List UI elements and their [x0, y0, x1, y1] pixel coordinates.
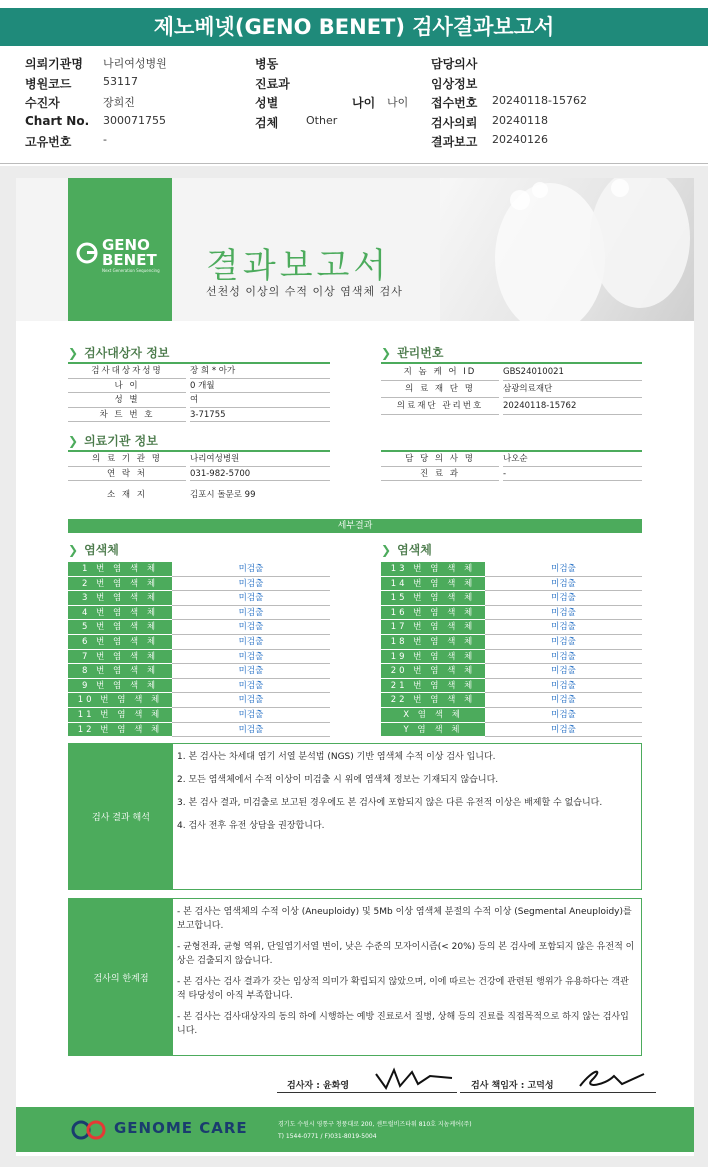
- chromosome-name: 3 번 염 색 체: [68, 591, 172, 606]
- chromosome-row: [381, 664, 642, 679]
- geno-benet-logo-icon: [76, 238, 98, 268]
- genome-care-logo-text: GENOME CARE: [114, 1119, 248, 1137]
- chromosome-row: [381, 620, 642, 635]
- chromosome-name: 20 번 염 색 체: [381, 664, 485, 679]
- chromosome-result: 미검출: [485, 708, 642, 723]
- report-main-title: 결과보고서: [206, 246, 391, 286]
- chromosome-name: Y 염 색 체: [381, 723, 485, 738]
- chromosome-name: 5 번 염 색 체: [68, 620, 172, 635]
- subject-value: 여: [190, 393, 330, 408]
- tester-signature-label: 검사자 : 윤화영: [287, 1081, 350, 1091]
- chromosome-row: [68, 606, 330, 621]
- chromosome-name: 9 번 염 색 체: [68, 679, 172, 694]
- chromosome-result: 미검출: [485, 693, 642, 708]
- footer-address: 경기도 수원시 영통구 청풍대로 200, 센트럴비즈타워 810호 지놈케어(주) T) 1544-0771 / F)031-8019-5004: [278, 1121, 472, 1140]
- info-field-label: 진료과: [255, 76, 290, 91]
- doctor-value: -: [503, 467, 642, 482]
- mgmt-key: 의료재단 관리번호: [381, 398, 499, 415]
- chief-signature-label: 검사 책임자 : 고덕성: [471, 1081, 554, 1091]
- info-field-value: 20240118: [492, 113, 548, 127]
- chromosome-row: [68, 650, 330, 665]
- management-info-table: [381, 364, 642, 424]
- chromosome-name: 18 번 염 색 체: [381, 635, 485, 650]
- chromosome-result: 미검출: [172, 577, 330, 592]
- inst-key: 소 재 지: [68, 482, 186, 508]
- chromosome-row: [381, 693, 642, 708]
- chromosome-name: 17 번 염 색 체: [381, 620, 485, 635]
- chromosome-row: [68, 635, 330, 650]
- chromosome-row: [68, 664, 330, 679]
- chromosome-name: 7 번 염 색 체: [68, 650, 172, 665]
- chromosome-table-left: [68, 562, 330, 738]
- info-field-value: 53117: [103, 74, 138, 88]
- report-title-bar: 제노베넷(GENO BENET) 검사결과보고서: [0, 8, 708, 46]
- signature-line: [277, 1092, 457, 1093]
- chromosome-name: X 염 색 체: [381, 708, 485, 723]
- chromosome-name: 21 번 염 색 체: [381, 679, 485, 694]
- chromosome-result: 미검출: [172, 562, 330, 577]
- inst-value: 나리여성병원: [190, 452, 330, 467]
- chromosome-row: [381, 708, 642, 723]
- info-field-label: 병원코드: [25, 76, 72, 91]
- limitation-item: - 본 검사는 검사대상자의 동의 하에 시행하는 예방 진료로서 질병, 상해 등의 진료를 직접목적으로 하지 않는 검사입니다.: [177, 1012, 629, 1036]
- chromosome-row: [381, 650, 642, 665]
- chromosome-row: [68, 693, 330, 708]
- chromosome-result: 미검출: [172, 708, 330, 723]
- chromosome-name: 8 번 염 색 체: [68, 664, 172, 679]
- info-field-value: -: [103, 133, 107, 146]
- subject-section-heading: ❯ 검사대상자 정보: [68, 346, 170, 360]
- chromosome-name: 19 번 염 색 체: [381, 650, 485, 665]
- interpretation-box: [68, 743, 642, 890]
- chromosome-result: 미검출: [485, 723, 642, 738]
- inst-key: 의 료 기 관 명: [68, 452, 186, 467]
- chromosome-name: 2 번 염 색 체: [68, 577, 172, 592]
- limitation-item: - 본 검사는 검사 결과가 갖는 임상적 의미가 확립되지 않았으며, 이에 따르는 건강에 관련된 행위가 유용하다는 객관적 타당성이 아직 부족합니다.: [177, 977, 629, 1001]
- chromosome-result: 미검출: [172, 679, 330, 694]
- chromosome-name: 14 번 염 색 체: [381, 577, 485, 592]
- chromosome-result: 미검출: [485, 577, 642, 592]
- inst-row: [68, 452, 330, 467]
- management-section-heading: ❯ 관리번호: [381, 346, 444, 360]
- chromosome-row: [68, 591, 330, 606]
- chromosome-table-right: [381, 562, 642, 738]
- chromosome-result: 미검출: [172, 620, 330, 635]
- baby-feet-image: [440, 178, 694, 321]
- subject-row: [68, 393, 330, 408]
- chromosome-row: [381, 577, 642, 592]
- subject-key: 검사대상자성명: [68, 364, 186, 379]
- chromosome-row: [381, 679, 642, 694]
- subject-key: 성 별: [68, 393, 186, 408]
- chromosome-name: 4 번 염 색 체: [68, 606, 172, 621]
- limitation-item: - 본 검사는 염색체의 수적 이상 (Aneuploidy) 및 5Mb 이상 염색체 분절의 수적 이상 (Segmental Aneuploidy)를 보고합니다.: [177, 907, 632, 931]
- chromosome-result: 미검출: [172, 606, 330, 621]
- mgmt-value: 삼광의료재단: [503, 381, 642, 398]
- interpretation-item: 4. 검사 전후 유전 상담을 권장합니다.: [177, 821, 325, 831]
- chromosome-result: 미검출: [172, 591, 330, 606]
- brand-logo-subtext: Next Generation Sequencing: [102, 268, 160, 273]
- mgmt-value: GBS24010021: [503, 364, 642, 381]
- chromosome-row: [68, 577, 330, 592]
- chromosome-result: 미검출: [485, 562, 642, 577]
- chromosome-name: 13 번 염 색 체: [381, 562, 485, 577]
- interpretation-item: 2. 모든 염색체에서 수적 이상이 미검출 시 위에 염색체 정보는 기재되지 않습니다.: [177, 775, 499, 785]
- info-field-label: 수진자: [25, 96, 60, 110]
- info-field-label: 담당의사: [431, 57, 478, 71]
- inst-value: 김포시 돌문로 99: [190, 490, 256, 500]
- limitations-box: [68, 898, 642, 1056]
- info-field-label: 임상정보: [431, 76, 478, 91]
- info-field-value: 20240126: [492, 133, 548, 146]
- info-field-label: 의뢰기관명: [25, 57, 83, 71]
- inst-key: 연 락 처: [68, 467, 186, 482]
- chromosome-name: 6 번 염 색 체: [68, 635, 172, 650]
- info-field-value: 나리여성병원: [103, 57, 167, 70]
- chromosome-name: 11 번 염 색 체: [68, 708, 172, 723]
- doctor-row: [381, 467, 642, 482]
- mgmt-key: 지 놈 케 어 ID: [381, 364, 499, 381]
- subject-value: 0 개월: [190, 379, 330, 394]
- info-field-label: 결과보고: [431, 135, 478, 149]
- inst-value: 031-982-5700: [190, 467, 330, 482]
- chromosome-name: 22 번 염 색 체: [381, 693, 485, 708]
- chromosome-result: 미검출: [485, 664, 642, 679]
- limitations-text: [177, 905, 637, 1045]
- doctor-value: 나오순: [503, 452, 642, 467]
- footer-bar: [16, 1107, 694, 1152]
- inst-row: [68, 482, 330, 508]
- institution-info-table: [68, 452, 330, 512]
- doctor-row: [381, 452, 642, 467]
- subject-value: 장 희 * 아가: [190, 364, 330, 379]
- info-field-label: 검사의뢰: [431, 115, 478, 130]
- chromosome-row: [68, 620, 330, 635]
- interpretation-text: [177, 750, 637, 842]
- chromosome-result: 미검출: [485, 679, 642, 694]
- chromosome-heading-right: ❯ 염색체: [381, 543, 432, 557]
- mgmt-value: 20240118-15762: [503, 398, 642, 415]
- mgmt-row: [381, 398, 642, 415]
- chromosome-result: 미검출: [172, 693, 330, 708]
- info-field-label: Chart No.: [25, 113, 90, 128]
- info-field-value: 20240118-15762: [492, 94, 587, 107]
- doctor-key: 진 료 과: [381, 467, 499, 482]
- order-info-header: [0, 50, 708, 164]
- chromosome-result: 미검출: [172, 635, 330, 650]
- chromosome-name: 10 번 염 색 체: [68, 693, 172, 708]
- doctor-key: 담 당 의 사 명: [381, 452, 499, 467]
- detail-results-bar: 세부결과: [68, 519, 642, 533]
- chromosome-name: 16 번 염 색 체: [381, 606, 485, 621]
- chromosome-row: [381, 635, 642, 650]
- chromosome-result: 미검출: [485, 606, 642, 621]
- brand-logo-text: GENO BENET: [102, 236, 157, 269]
- mgmt-key: 의 료 재 단 명: [381, 381, 499, 398]
- interpretation-label: 검사 결과 해석: [69, 744, 173, 889]
- subject-key: 나 이: [68, 379, 186, 394]
- chromosome-row: [381, 606, 642, 621]
- info-field-label: 검체: [255, 115, 279, 130]
- tester-signature: [372, 1064, 456, 1094]
- interpretation-item: 3. 본 검사 결과, 미검출로 보고된 경우에도 본 검사에 포함되지 않은 다른 유전적 이상은 배제할 수 없습니다.: [177, 798, 603, 808]
- subject-value: 3-71755: [190, 408, 330, 423]
- inst-row: [68, 467, 330, 482]
- info-field-value: Other: [306, 113, 338, 127]
- chromosome-row: [68, 562, 330, 577]
- subject-row: [68, 408, 330, 423]
- info-field-label: 고유번호: [25, 135, 72, 149]
- report-subtitle: 선천성 이상의 수적 이상 염색체 검사: [206, 285, 403, 298]
- doctor-info-table: [381, 452, 642, 492]
- age-label: 나이: [352, 96, 376, 110]
- genome-care-logo-icon: [70, 1119, 114, 1141]
- signature-line: [460, 1092, 656, 1093]
- age-value: 나이: [387, 96, 409, 109]
- chromosome-row: [381, 591, 642, 606]
- mgmt-row: [381, 364, 642, 381]
- chromosome-heading-left: ❯ 염색체: [68, 543, 119, 557]
- chromosome-result: 미검출: [485, 635, 642, 650]
- chromosome-name: 12 번 염 색 체: [68, 723, 172, 738]
- chromosome-row: [381, 562, 642, 577]
- chromosome-result: 미검출: [172, 664, 330, 679]
- chromosome-row: [381, 723, 642, 738]
- info-field-value: 300071755: [103, 113, 166, 127]
- info-field-label: 병동: [255, 57, 279, 71]
- limitations-label: 검사의 한계점: [69, 899, 173, 1055]
- interpretation-item: 1. 본 검사는 차세대 염기 서열 분석법 (NGS) 기반 염색체 수적 이상 검사 입니다.: [177, 752, 496, 762]
- chief-signature: [574, 1064, 658, 1094]
- chromosome-row: [68, 679, 330, 694]
- chromosome-name: 1 번 염 색 체: [68, 562, 172, 577]
- chromosome-result: 미검출: [485, 620, 642, 635]
- subject-row: [68, 364, 330, 379]
- chromosome-result: 미검출: [485, 650, 642, 665]
- mgmt-row: [381, 381, 642, 398]
- subject-row: [68, 379, 330, 394]
- info-field-label: 접수번호: [431, 96, 478, 110]
- chromosome-result: 미검출: [485, 591, 642, 606]
- institution-section-heading: ❯ 의료기관 정보: [68, 434, 158, 448]
- chromosome-row: [68, 723, 330, 738]
- info-field-label: 성별: [255, 96, 279, 110]
- subject-key: 차 트 번 호: [68, 408, 186, 423]
- chromosome-name: 15 번 염 색 체: [381, 591, 485, 606]
- info-field-value: 장희진: [103, 96, 135, 109]
- chromosome-row: [68, 708, 330, 723]
- chromosome-result: 미검출: [172, 723, 330, 738]
- subject-info-table: [68, 364, 330, 424]
- limitation-item: - 균형전좌, 균형 역위, 단일염기서열 변이, 낮은 수준의 모자이시즘(< 20%) 등의 본 검사에 포함되지 않은 유전적 이상은 검출되지 않습니다.: [177, 942, 635, 966]
- chromosome-result: 미검출: [172, 650, 330, 665]
